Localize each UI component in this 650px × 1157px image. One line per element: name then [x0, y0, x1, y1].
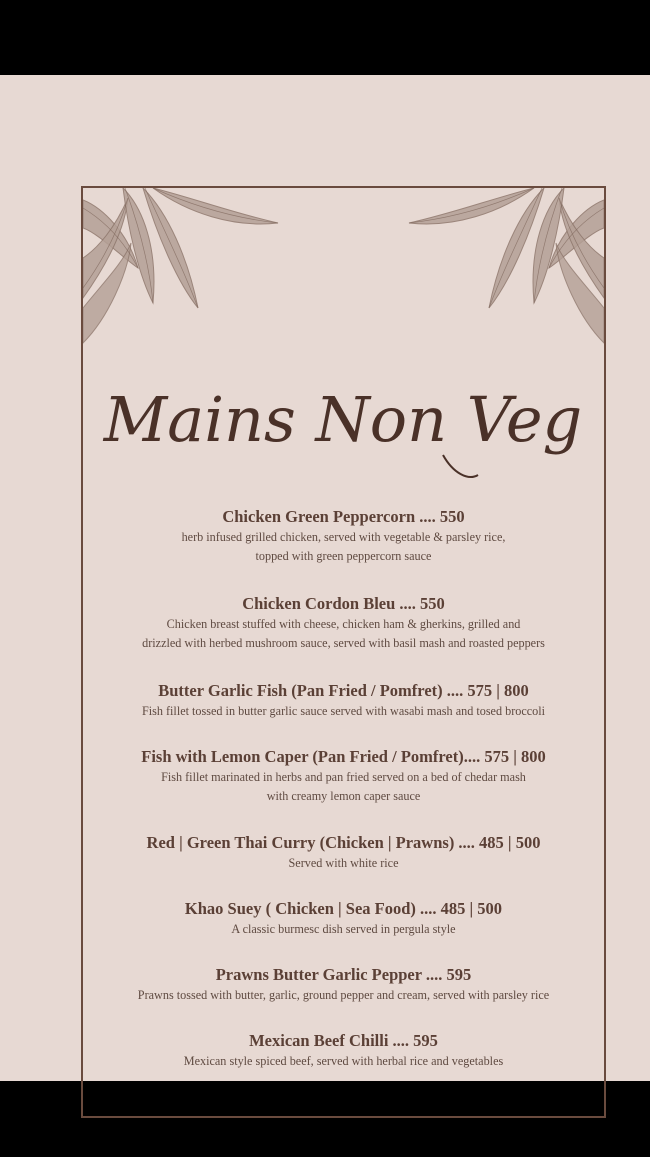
menu-item — [83, 1030, 604, 1080]
menu-item — [83, 832, 604, 898]
menu-item-description: A classic burmesc dish served in pergula style — [231, 922, 456, 936]
title-flourish — [443, 455, 478, 477]
menu-item-name: Chicken Green Peppercorn .... 550 — [222, 507, 465, 526]
leaf-cluster-icon — [394, 188, 604, 348]
menu-item — [83, 746, 604, 832]
menu-item-description: herb infused grilled chicken, served with vegetable & parsley rice, — [181, 530, 506, 544]
menu-item-description: Fish fillet tossed in butter garlic sauce served with wasabi mash and tosed broccoli — [141, 704, 546, 718]
menu-item-description: topped with green peppercorn sauce — [255, 549, 432, 563]
menu-item-description: Prawns tossed with butter, garlic, ground pepper and cream, served with parsley rice — [137, 988, 550, 1002]
menu-frame — [81, 186, 606, 1118]
menu-item-description: Chicken breast stuffed with cheese, chicken ham & gherkins, grilled and — [166, 617, 521, 631]
menu-item — [83, 680, 604, 746]
menu-item-name: Mexican Beef Chilli .... 595 — [249, 1031, 438, 1050]
menu-item-description: Mexican style spiced beef, served with herbal rice and vegetables — [183, 1054, 504, 1068]
menu-page — [0, 75, 650, 1081]
leaf-cluster-icon — [83, 188, 293, 348]
menu-item — [83, 506, 604, 593]
menu-item — [83, 898, 604, 964]
menu-item-description: Served with white rice — [288, 856, 399, 870]
menu-item — [83, 964, 604, 1030]
menu-item — [83, 593, 604, 680]
menu-item-description: Fish fillet marinated in herbs and pan fried served on a bed of chedar mash — [161, 770, 526, 784]
menu-title-text: Mains Non Veg — [103, 383, 583, 456]
menu-item-description: with creamy lemon caper sauce — [266, 789, 421, 803]
menu-title — [83, 363, 604, 493]
menu-item-name: Chicken Cordon Bleu .... 550 — [242, 594, 445, 613]
menu-item-name: Fish with Lemon Caper (Pan Fried / Pomfret).... 575 | 800 — [141, 747, 546, 766]
menu-item-name: Khao Suey ( Chicken | Sea Food) .... 485 | 500 — [184, 899, 503, 918]
menu-item-description: drizzled with herbed mushroom sauce, served with basil mash and roasted peppers — [142, 636, 545, 650]
menu-item-name: Red | Green Thai Curry (Chicken | Prawns) .... 485 | 500 — [146, 833, 541, 852]
menu-item-name: Prawns Butter Garlic Pepper .... 595 — [215, 965, 472, 984]
menu-item-name: Butter Garlic Fish (Pan Fried / Pomfret) .... 575 | 800 — [158, 681, 529, 700]
menu-items-list — [83, 506, 604, 1080]
